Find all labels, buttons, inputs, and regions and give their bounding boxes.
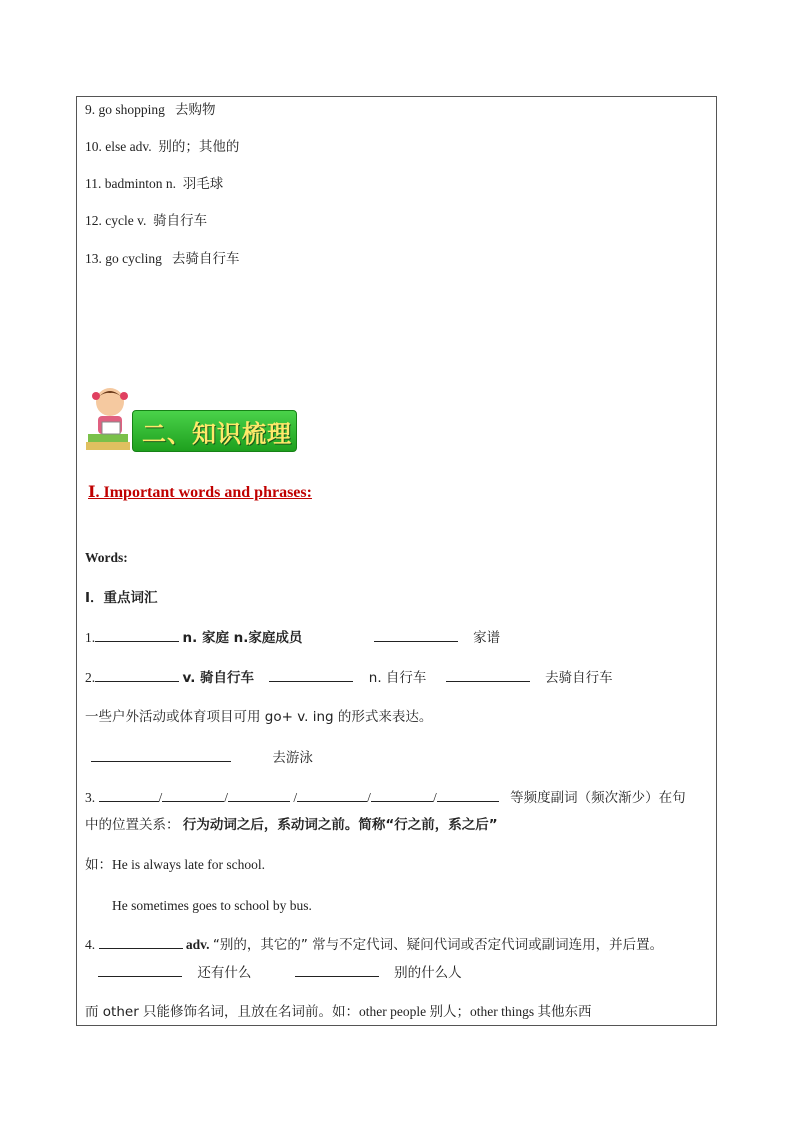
item-text: v. 骑自行车 (182, 670, 255, 686)
note-text: other things (470, 1004, 535, 1019)
example-2: He sometimes goes to school by bus. (112, 898, 312, 913)
answer-blank[interactable] (437, 788, 499, 802)
vocab-item (85, 212, 207, 230)
example-text: He is always late for school. (112, 857, 265, 872)
item-text: 别的什么人 (394, 965, 462, 981)
exercise-item-4 (85, 935, 663, 954)
section-heading: Ⅰ. Important words and phrases: (88, 484, 312, 501)
item-text: 去游泳 (272, 750, 313, 766)
vocab-zh: 去购物 (175, 102, 216, 118)
answer-blank[interactable] (269, 668, 353, 682)
vocab-item (85, 175, 223, 193)
exercise-item-4-cont (98, 963, 462, 982)
section-banner (84, 384, 304, 454)
answer-blank[interactable] (95, 628, 179, 642)
vocab-en: 9. go shopping (85, 102, 165, 117)
answer-blank[interactable] (228, 788, 290, 802)
item-text: 还有什么 (197, 965, 252, 981)
vocab-item (85, 101, 216, 119)
item-number: 3. (85, 790, 96, 805)
note-text: 而 other 只能修饰名词，且放在名词前。如： (85, 1004, 360, 1020)
vocab-zh: 去骑自行车 (172, 251, 240, 267)
answer-blank[interactable] (371, 788, 433, 802)
answer-blank[interactable] (99, 935, 183, 949)
item-text: 中的位置关系： (85, 817, 180, 833)
note-text: 别人； (429, 1004, 471, 1020)
vocab-item (85, 138, 239, 156)
vocab-item (85, 250, 240, 268)
example-label: 如： (85, 857, 112, 873)
exercise-item-3: 3. / / / / / 等频度副词（频次渐少）在句 (85, 790, 686, 806)
item-number: 1. (85, 630, 96, 645)
note-text: 其他东西 (537, 1004, 592, 1020)
section-title: 二、知识梳理 (142, 420, 292, 448)
note-text: other people (359, 1004, 427, 1019)
exercise-item-1 (85, 628, 500, 647)
vocab-en: 13. go cycling (85, 251, 162, 266)
answer-blank[interactable] (446, 668, 530, 682)
answer-blank[interactable] (95, 668, 179, 682)
words-label: Words: (85, 550, 128, 565)
sub-heading: I．重点词汇 (85, 590, 158, 606)
exercise-item-3-cont (85, 816, 498, 834)
item-text: 家谱 (473, 630, 501, 646)
answer-blank[interactable] (91, 748, 231, 762)
content-frame (76, 96, 717, 1026)
exercise-item-2 (85, 668, 613, 687)
item-text: n. 自行车 (368, 670, 427, 686)
item-number: 4. (85, 937, 96, 952)
vocab-en: 11. badminton n. (85, 176, 176, 191)
other-note (85, 1003, 592, 1021)
outdoor-note: 一些户外活动或体育项目可用 go+ v. ing 的形式来表达。 (85, 709, 433, 725)
item-number: 2. (85, 670, 96, 685)
answer-blank[interactable] (98, 963, 182, 977)
example-1 (85, 856, 265, 874)
vocab-en: 12. cycle v. (85, 213, 147, 228)
item-text: adv. (185, 937, 210, 952)
answer-blank[interactable] (99, 788, 159, 802)
answer-blank[interactable] (297, 788, 367, 802)
vocab-zh: 别的；其他的 (158, 139, 240, 155)
item-text: n. 家庭 n.家庭成员 (182, 630, 303, 646)
item-text: “别的，其它的” 常与不定代词、疑问代词或否定代词或副词连用，并后置。 (212, 937, 664, 953)
item-text: 去骑自行车 (545, 670, 613, 686)
answer-blank[interactable] (162, 788, 224, 802)
answer-blank[interactable] (295, 963, 379, 977)
answer-blank[interactable] (374, 628, 458, 642)
vocab-en: 10. else adv. (85, 139, 152, 154)
vocab-zh: 羽毛球 (182, 176, 224, 192)
swim-item (91, 748, 313, 767)
item-text: 行为动词之后，系动词之前。简称“行之前，系之后” (182, 817, 498, 833)
vocab-zh: 骑自行车 (153, 213, 208, 229)
item-text: 等频度副词（频次渐少）在句 (510, 790, 686, 806)
